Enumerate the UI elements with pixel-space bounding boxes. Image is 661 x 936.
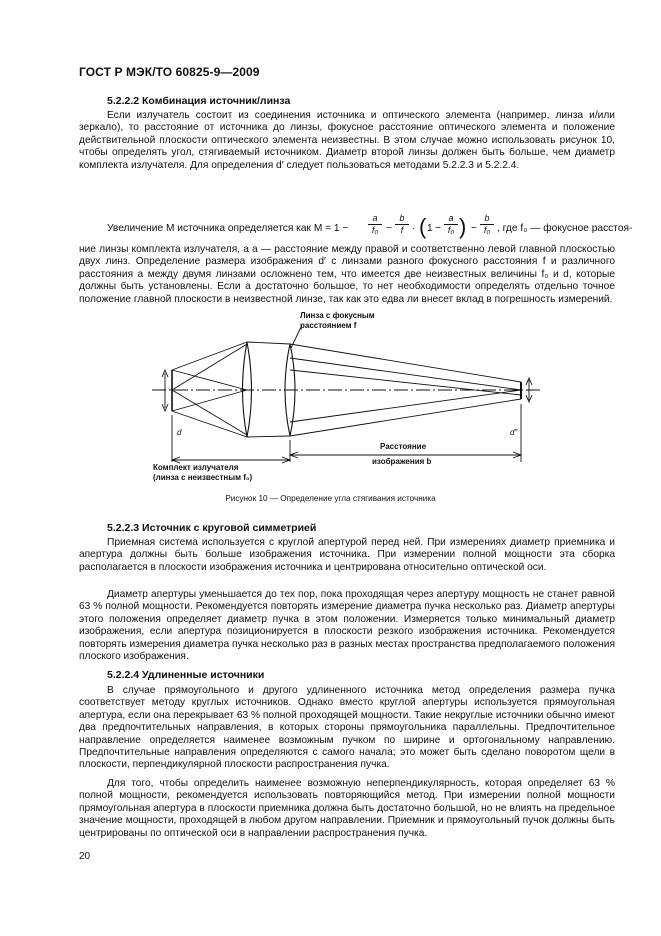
label-distance: Расстояние	[380, 442, 427, 451]
section-heading-5222: 5.2.2.2 Комбинация источник/линза	[107, 95, 291, 107]
section-heading-5224: 5.2.2.4 Удлиненные источники	[107, 669, 265, 681]
label-d: d	[177, 428, 182, 437]
paragraph-5222-2: ние линзы комплекта излучателя, а a — расстояние между правой и соответственно левой главной плоскостью двух линз. Определение размера изображения d′ с линзами разного фокусного расстояния f и различного расстояния a между двумя линзами осложнено тем, что имеется две неизвестных величины f₀ и d, которые должны быть установлены. Если a достаточно большое, то нет необходимости определять отдельно точное положение главной плоскости в неизвестной линзе, так как это едва ли внесет вклад в погрешность измерений.	[79, 244, 615, 305]
label-lens: Линза с фокусным	[300, 311, 375, 320]
minus-sign-3: −	[471, 223, 477, 234]
dot-sign: ·	[412, 223, 416, 234]
formula-lead-text: Увеличение M источника определяется как M = 1 −	[107, 223, 349, 234]
figure-10-caption: Рисунок 10 — Определение угла стягивания источника	[225, 494, 436, 503]
paragraph-5224-1: В случае прямоугольного и другого удлиненного источника метод определения размера пучка соответствует методу круглых источников. Однако вместо круглой апертуры используется прямоугольная апертура, если она перекрывает 63 % полной проходящей мощности. Такие некруглые источники обычно имеют два предпочтительных направления, в которых стороны прямоугольника параллельны. Предпочтительное направление определяется наименее возможным пучком по ширине и ортогональному направлению. Предпочтительные направления определяются с самого начала; это может быть сделано поворотом щели в плоскости, перпендикулярной плоскости распространения пучка.	[79, 685, 615, 771]
fraction-a-over-f0-inner: $\frac{a}{\text{f₀}}$	[444, 213, 458, 236]
fraction-b-over-f0: $\frac{b}{\text{f₀}}$	[480, 213, 494, 236]
figure-10-diagram	[150, 300, 550, 490]
paragraph-5223-1: Приемная система используется с круглой апертурой перед ней. При измерениях диаметр приемника и апертура должны быть больше изображения источника. При измерении полной мощности эта сборка располагается в плоскости изображения источника и центрирована относительно оптической оси.	[79, 537, 615, 573]
fraction-b-over-f: $\frac{b}{f}$	[395, 213, 409, 236]
magnification-formula	[107, 212, 633, 248]
paragraph-5224-2: Для того, чтобы определить наименее возможную неперпендикулярность, которая определяет 63 % полной мощности, рекомендуется использовать повторяющийся метод. При измерении полной мощности прямоугольная апертура в плоскости приемника должна быть достаточно большой, но не влиять на предельное значение мощности, проходящей в любом другом направлении. Приемник и прямоугольный пучок должны быть центрированы по оптической оси в направлении распространения пучка.	[79, 778, 615, 839]
formula-tail-text: , где f₀ — фокусное расстоя-	[497, 223, 633, 234]
left-paren: (	[419, 214, 427, 239]
paragraph-5223-2: Диаметр апертуры уменьшается до тех пор, пока проходящая через апертуру мощность не станет равной 63 % полной мощности. Рекомендуется повторять измерение диаметра пучка несколько раз. Диаметр апертуры этого положения определяет диаметр пучка в этом положении. Измеряется только минимальный диаметр изображения, если апертура позиционируется в плоскости резкого изображения источника. Рекомендуется повторять измерения диаметра пучка несколько раз в разных местах пространства предполагаемого положения плоского изображения.	[79, 589, 616, 663]
minus-sign-2: −	[435, 223, 441, 234]
source-rays	[172, 342, 247, 437]
label-d-double-prime: d″	[510, 428, 518, 437]
label-kit: Комплект излучателя	[153, 463, 239, 472]
minus-sign: −	[386, 223, 392, 234]
label-lens-2: расстоянием f	[300, 321, 357, 330]
one-digit: 1	[427, 223, 433, 234]
paragraph-5222-1: Если излучатель состоит из соединения источника и оптического элемента (например, линза и/или зеркало), то расстояние от источника до линзы, фокусное расстояние оптического элемента и положение действительной плоскости оптического элемента неизвестны. В этом случае можно использовать рисунок 10, чтобы определять угол, стягиваемый источником. Диаметр второй линзы должен быть больше, чем диаметр комплекта излучателя. Для определения d′ следует пользоваться методами 5.2.2.3 и 5.2.2.4.	[79, 110, 615, 171]
page-number: 20	[79, 851, 91, 862]
document-header: ГОСТ Р МЭК/ТО 60825-9—2009	[79, 65, 260, 79]
right-paren: )	[459, 214, 467, 239]
fraction-a-over-f0: $\frac{a}{\text{f₀}}$	[368, 213, 382, 236]
label-kit-2: (линза с неизвестным f₀)	[153, 473, 253, 482]
inter-lens-rays	[247, 342, 290, 437]
extension-lines	[172, 404, 521, 462]
label-distance-2: изображения b	[372, 457, 432, 466]
section-heading-5223: 5.2.2.3 Источник с круговой симметрией	[107, 522, 317, 534]
